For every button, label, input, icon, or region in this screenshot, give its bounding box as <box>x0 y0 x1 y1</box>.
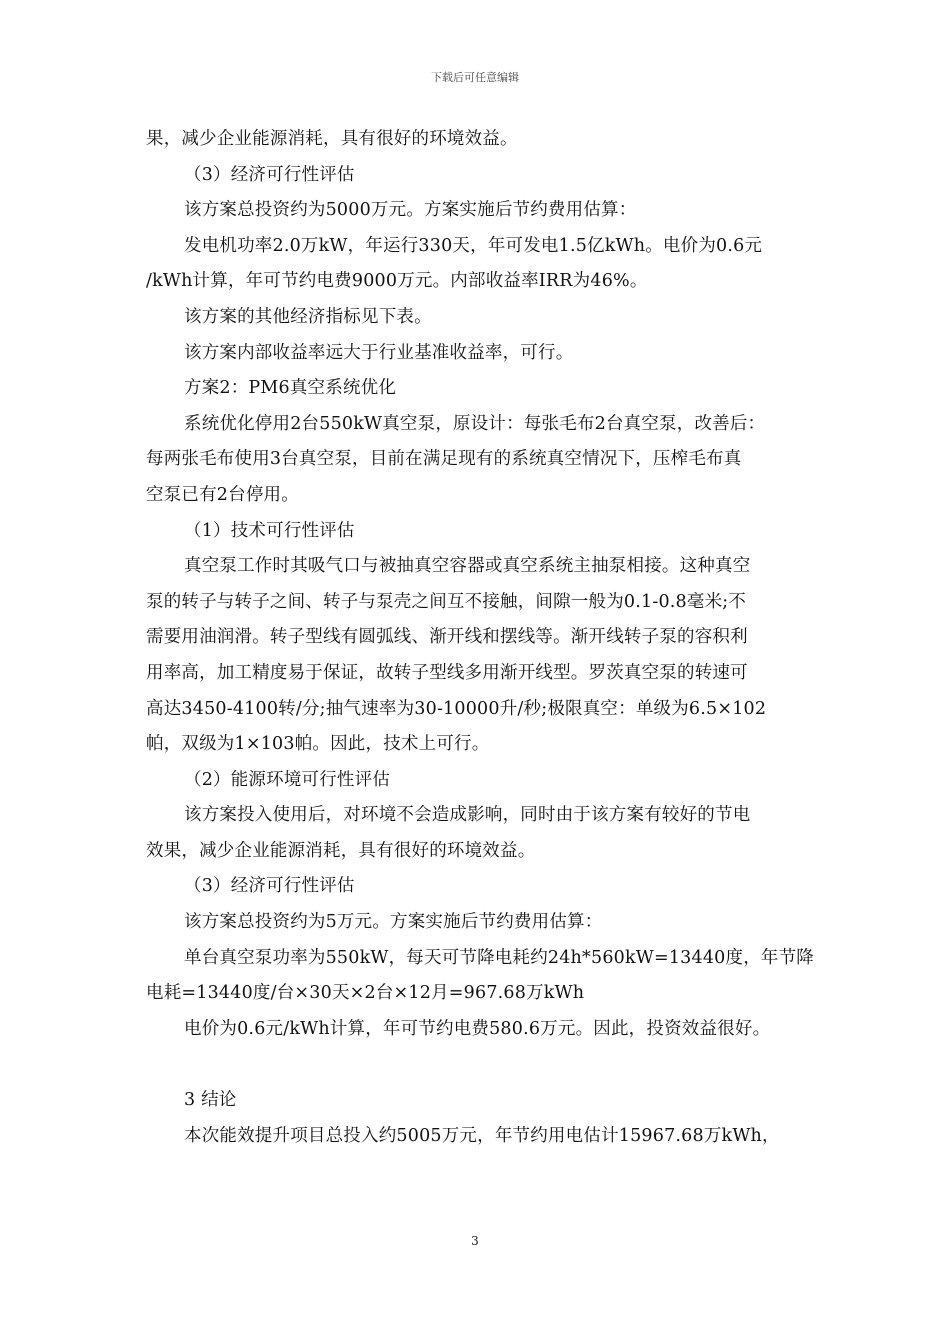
paragraph-line: 电耗=13440度/台×30天×2台×12月=967.68万kWh <box>146 983 585 1004</box>
document-body <box>146 122 815 1154</box>
page-number: 3 <box>471 1234 479 1248</box>
blank-line <box>146 1047 812 1083</box>
paragraph-line: 帕，双级为1×103帕。因此，技术上可行。 <box>146 734 490 755</box>
paragraph-line: 该方案内部收益率远大于行业基准收益率，可行。 <box>184 342 574 363</box>
paragraph-line: 系统优化停用2台550kW真空泵，原设计：每张毛布2台真空泵，改善后： <box>184 413 766 434</box>
paragraph-line: /kWh计算，年可节约电费9000万元。内部收益率IRR为46%。 <box>146 271 648 292</box>
paragraph-line: 本次能效提升项目总投入约5005万元，年节约用电估计15967.68万kWh， <box>184 1125 780 1146</box>
paragraph-line: 用率高，加工精度易于保证，故转子型线多用渐开线型。罗茨真空泵的转速可 <box>146 662 748 683</box>
paragraph-line: 空泵已有2台停用。 <box>146 484 299 505</box>
paragraph-line: 效果，减少企业能源消耗，具有很好的环境效益。 <box>146 840 536 861</box>
paragraph-line: 该方案投入使用后，对环境不会造成影响，同时由于该方案有较好的节电 <box>184 805 751 826</box>
paragraph-line: 需要用油润滑。转子型线有圆弧线、渐开线和摆线等。渐开线转子泵的容积利 <box>146 627 748 648</box>
section-heading: （1）技术可行性评估 <box>184 520 355 541</box>
paragraph-line: 每两张毛布使用3台真空泵，目前在满足现有的系统真空情况下，压榨毛布真 <box>146 449 742 470</box>
section-heading: （3）经济可行性评估 <box>184 876 355 897</box>
paragraph-line: 该方案总投资约为5万元。方案实施后节约费用估算： <box>184 912 603 933</box>
paragraph-line: 高达3450-4100转/分;抽气速率为30-10000升/秒;极限真空：单级为6.5×102 <box>146 698 767 719</box>
page-header: 下载后可任意编辑 <box>431 71 519 84</box>
paragraph-line: 电价为0.6元/kWh计算，年可节约电费580.6万元。因此，投资效益很好。 <box>184 1018 771 1039</box>
section-heading: （2）能源环境可行性评估 <box>184 769 391 790</box>
paragraph-line: 真空泵工作时其吸气口与被抽真空容器或真空系统主抽泵相接。这种真空 <box>184 556 751 577</box>
section-heading: （3）经济可行性评估 <box>184 164 355 185</box>
paragraph-line: 单台真空泵功率为550kW，每天可节降电耗约24h*560kW=13440度，年节降 <box>184 947 815 968</box>
paragraph-line: 果，减少企业能源消耗，具有很好的环境效益。 <box>146 129 518 149</box>
paragraph-line: 该方案总投资约为5000万元。方案实施后节约费用估算： <box>184 200 637 221</box>
section-heading: 3 结论 <box>184 1090 237 1111</box>
paragraph-line: 该方案的其他经济指标见下表。 <box>184 306 432 327</box>
paragraph-line: 泵的转子与转子之间、转子与泵壳之间互不接触，间隙一般为0.1-0.8毫米;不 <box>146 591 747 612</box>
paragraph-line: 发电机功率2.0万kW，年运行330天，年可发电1.5亿kWh。电价为0.6元 <box>184 235 763 256</box>
section-heading: 方案2：PM6真空系统优化 <box>184 378 397 399</box>
